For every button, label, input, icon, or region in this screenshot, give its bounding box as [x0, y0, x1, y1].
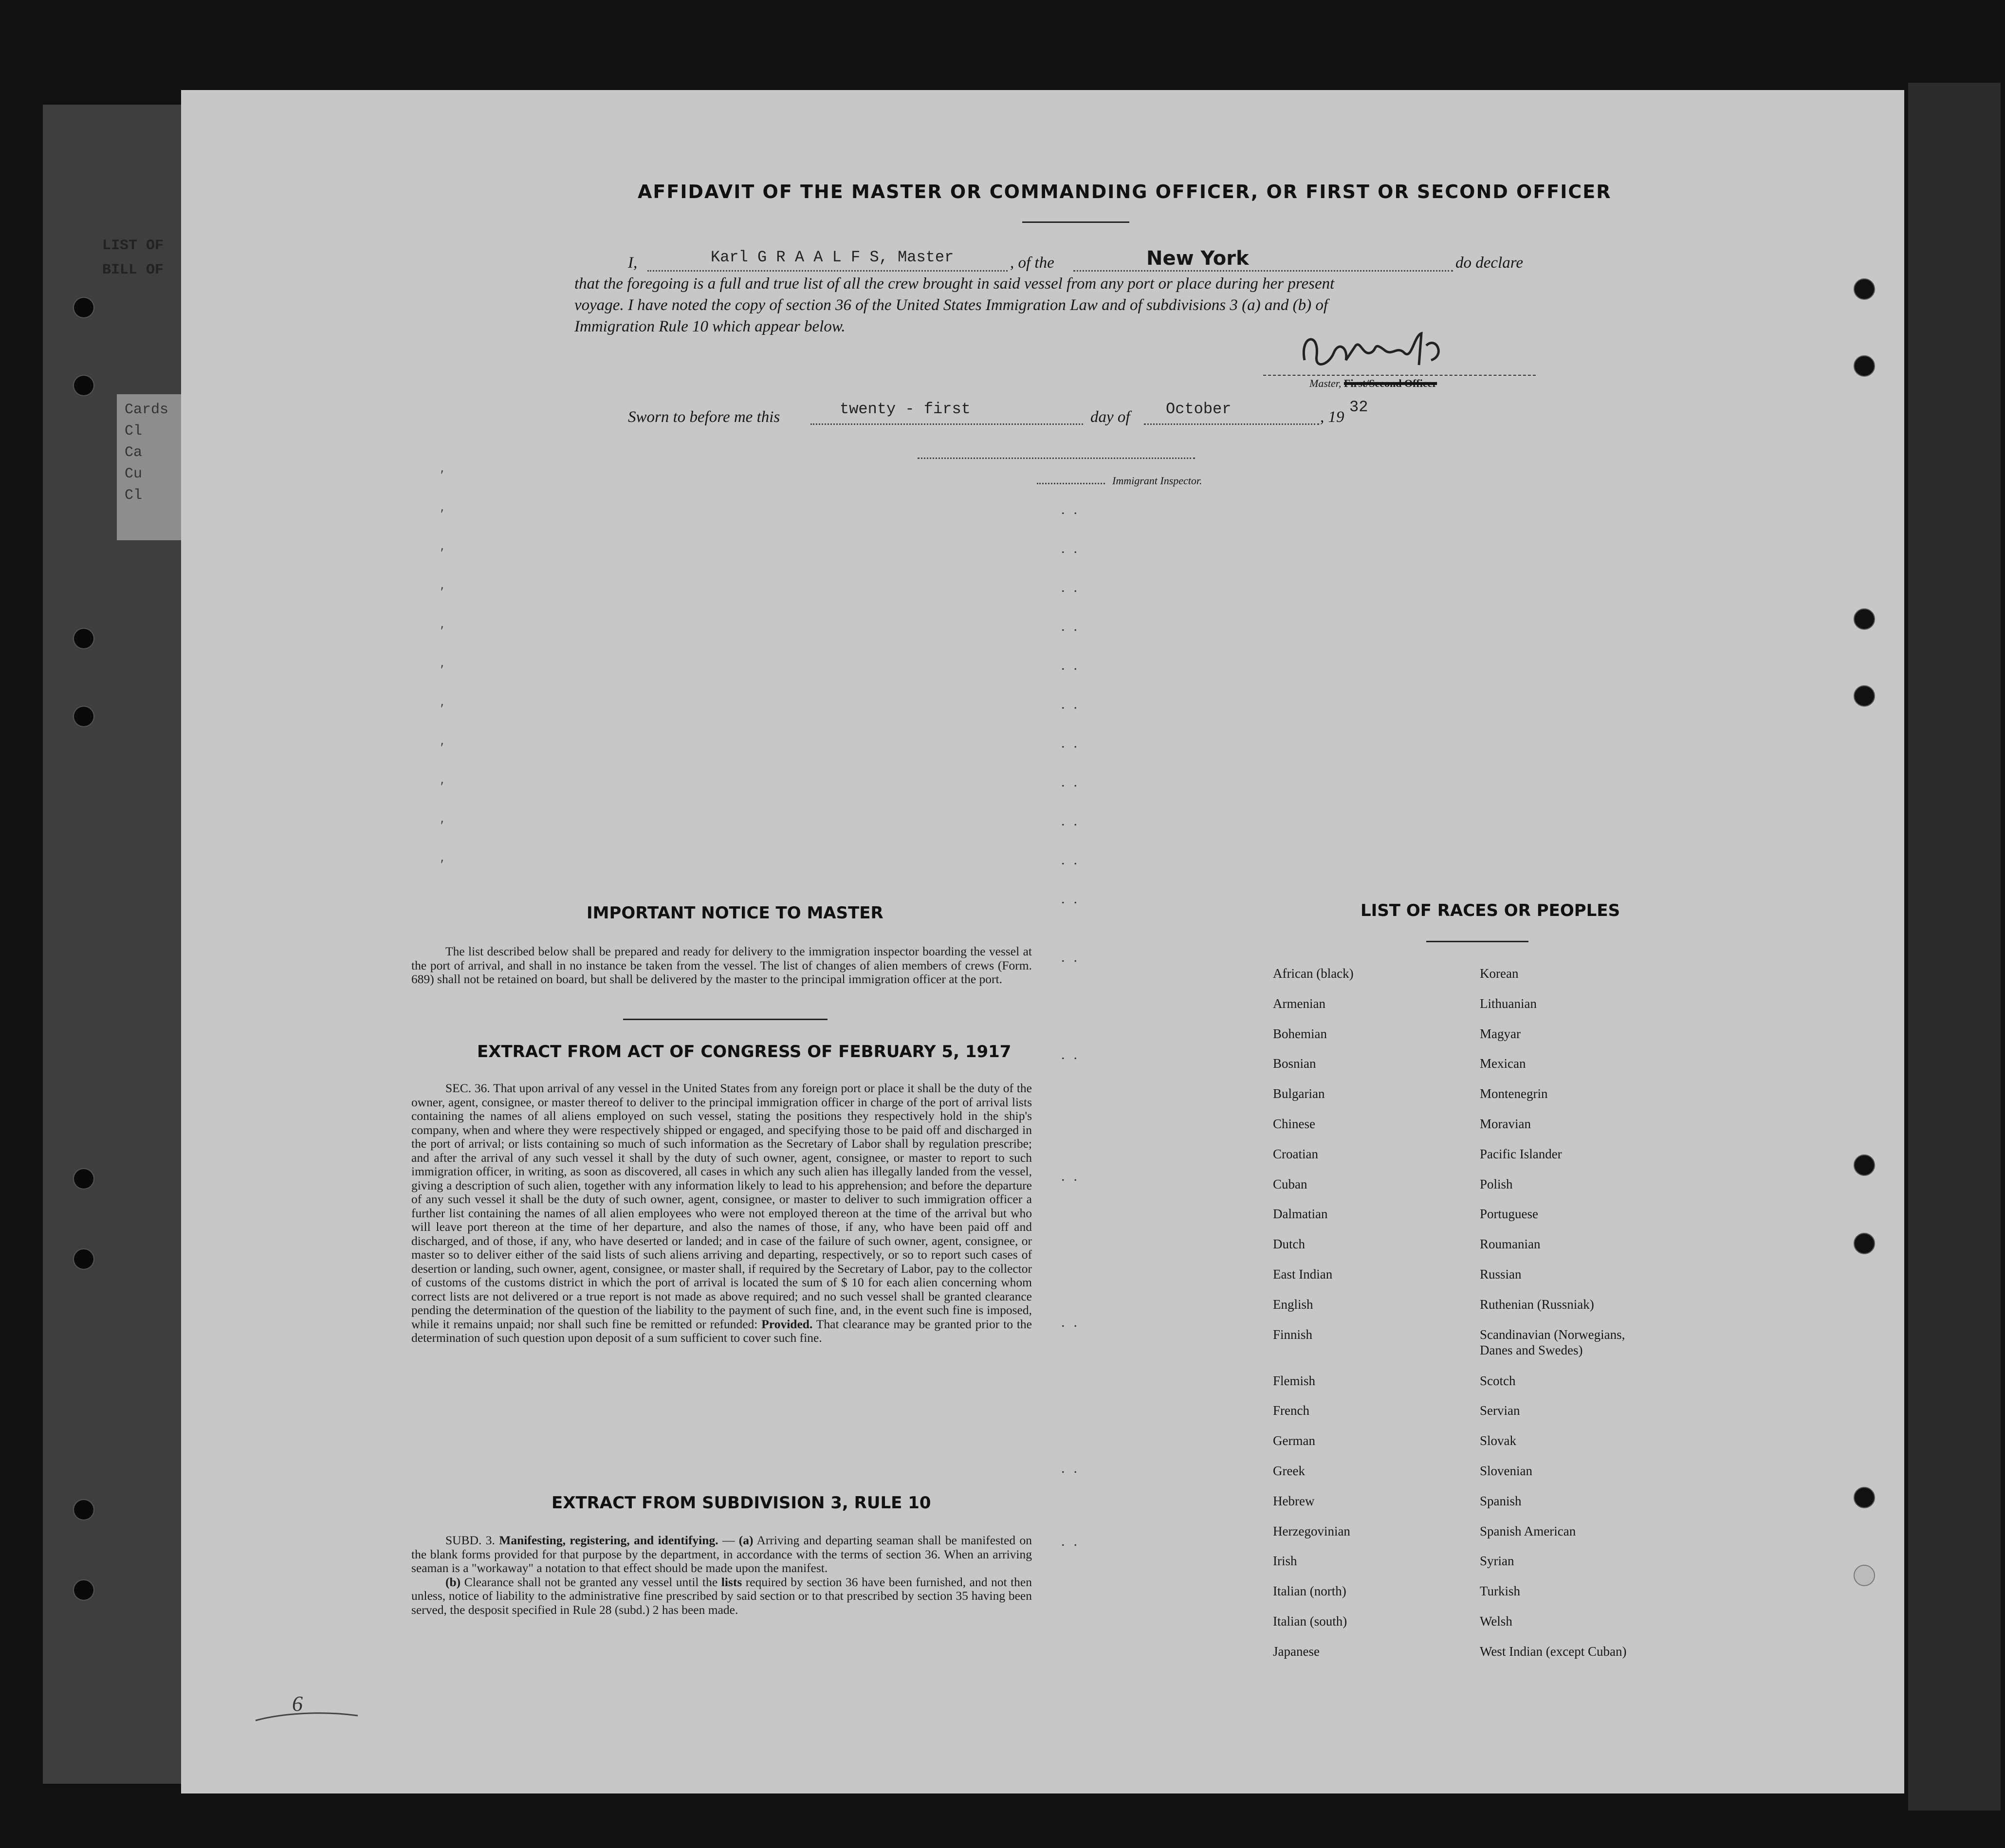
section-rule: [623, 1019, 828, 1020]
race-item: Korean: [1480, 966, 1519, 981]
dot-marks: ..: [1061, 891, 1086, 907]
b-text-1: Clearance shall not be granted any vessel until the: [464, 1574, 718, 1589]
race-item: Mexican: [1480, 1056, 1526, 1071]
a-text: Arriving and departing seaman shall be manifested on the blank forms provided for that purpose by the department, in accordance with the terms of section 36. When an arriving seaman is a "workaway" a notation to that effect should be made upon the manifest.: [411, 1533, 1032, 1575]
i-label: I,: [628, 254, 638, 272]
notice-text: The list described below shall be prepared and ready for delivery to the immigration inspector boarding the vessel at the port of arrival, and shall in no instance be taken from the vessel. The list of changes of alien members of crews (Form. 689) shall not be retained on board, but shall be delivered by the master to the principal immigration officer at the port.: [411, 944, 1032, 986]
index-tab-label: [125, 399, 178, 535]
race-item: Portuguese: [1480, 1207, 1538, 1222]
right-edge-shadow: [1908, 83, 2001, 1811]
dot-marks: ..: [1061, 1168, 1086, 1184]
race-item: West Indian (except Cuban): [1480, 1644, 1627, 1659]
race-item: Ruthenian (Russniak): [1480, 1297, 1594, 1312]
tab-line: Cl: [125, 423, 143, 439]
of-the-label: , of the: [1010, 254, 1054, 272]
month-line: [1144, 423, 1319, 425]
punch-hole: [1854, 1233, 1875, 1254]
a-label: (a): [738, 1533, 754, 1547]
tab-line: Cl: [125, 487, 143, 504]
page-mark-curve: [253, 1701, 360, 1730]
extract-rule-body: [411, 1534, 1032, 1617]
do-declare: do declare: [1455, 254, 1523, 272]
race-item: Servian: [1480, 1403, 1520, 1418]
dot-marks: ..: [1061, 1533, 1086, 1549]
race-item: Italian (north): [1273, 1584, 1346, 1599]
tab-line: Cu: [125, 466, 143, 482]
extract-act-title: EXTRACT FROM ACT OF CONGRESS OF FEBRUARY 5, 1917: [477, 1042, 1012, 1061]
punch-hole: [1854, 355, 1875, 377]
races-title: LIST OF RACES OR PEOPLES: [1361, 901, 1620, 920]
race-item: Slovak: [1480, 1433, 1517, 1448]
notice-body: [411, 945, 1032, 987]
race-item: Bosnian: [1273, 1056, 1316, 1071]
page-mark: 6: [292, 1692, 303, 1716]
race-item: Croatian: [1273, 1146, 1318, 1161]
binder-hole: [73, 706, 94, 727]
tick-mark: ′: [441, 740, 444, 756]
dot-marks: ..: [1061, 501, 1086, 517]
race-item: Hebrew: [1273, 1493, 1315, 1508]
title-rule: [1022, 221, 1129, 223]
b-text-2: required by section 36 have been furnished, and not then unless, notice of liability to the administrative fine prescribed by said section or to that prescribed by section 35 having been served, the desposit specified in Rule 28 (subd.) 2 has been made.: [411, 1574, 1032, 1617]
punch-hole: [1854, 608, 1875, 630]
day-of-label: day of: [1090, 408, 1130, 426]
race-item: Herzegovinian: [1273, 1523, 1350, 1538]
dot-marks: ..: [1061, 735, 1086, 751]
master-caption: [1309, 377, 1437, 390]
dot-marks: ..: [1061, 852, 1086, 868]
body-line: voyage. I have noted the copy of section 36 of the United States Immigration Law and of subdivisions 3 (a) and (b) of: [574, 296, 1328, 314]
race-item: Welsh: [1480, 1614, 1512, 1628]
tick-mark: ′: [441, 701, 444, 717]
extract-act-text: SEC. 36. That upon arrival of any vessel in the United States from any foreign port or place it shall be the duty of the owner, agent, consignee, or master thereof to deliver to the principal immigration officer in charge of the port of arrival lists containing the names of all aliens employed on such vessel, stating the positions they respectively hold in the ship's company, when and where they were respectively shipped or engaged, and specifying those to be paid off and discharged in the port of arrival; or lists containing so much of such information as the Secretary of Labor shall by regulation prescribe; and after the arrival of any such vessel it shall by the duty of such owner, agent, consignee, or master to report to such immigration officer, in writing, as soon as discovered, all cases in which any such alien has illegally landed from the vessel, giving a description of such alien, together with any information likely to lead to his apprehension; and before the departure of any such vessel it shall be the duty of such owner, agent, consignee, or master to deliver to such immigration officer a further list containing the names of all alien employees who were not employed thereon at the time of the arrival but who will leave port thereon at the time of her departure, and also the names of those, if any, who have been paid off and discharged, and of those, if any, who have deserted or landed; and in case of the failure of such owner, agent, consignee, or master so to deliver either of the said lists of such aliens arriving and departing, respectively, or so to report such cases of desertion or landing, such owner, agent, consignee, or master shall, if required by the Secretary of Labor, pay to the collector of customs of the customs district in which the port of arrival is located the sum of $ 10 for each alien concerning whom correct lists are not delivered or a true report is not made as above required; and no such vessel shall be granted clearance pending the determination of the question of the liability to the payment of such fine, and, in the event such fine is imposed, while it remains unpaid; nor shall such fine be remitted or refunded:: [411, 1081, 1032, 1331]
tick-mark: ′: [441, 467, 444, 483]
extract-rule-title: EXTRACT FROM SUBDIVISION 3, RULE 10: [552, 1493, 931, 1513]
race-item: Syrian: [1480, 1554, 1514, 1569]
race-item: Turkish: [1480, 1584, 1521, 1599]
race-item: Finnish: [1273, 1327, 1313, 1342]
master-label: Master,: [1309, 377, 1342, 389]
binder-strip: [43, 105, 189, 1784]
dash: —: [722, 1533, 735, 1547]
subd-heading: Manifesting, registering, and identifying.: [499, 1533, 718, 1547]
inspector-label: Immigrant Inspector.: [1112, 475, 1202, 487]
struck-text: First/Second Officer: [1343, 377, 1437, 389]
dot-marks: ..: [1061, 657, 1086, 673]
binder-stamp: [102, 234, 180, 287]
vessel-line: [1073, 270, 1453, 272]
tick-mark: ′: [441, 662, 444, 678]
dot-marks: ..: [1061, 618, 1086, 634]
extract-act-text-after: That clearance may be granted prior to the determination of such question upon deposit of a sum sufficient to cover such fine.: [411, 1317, 1032, 1345]
binder-hole: [73, 297, 94, 318]
stamp-line: LIST OF: [102, 238, 164, 254]
tick-mark: ′: [441, 857, 444, 873]
day-value: twenty - first: [840, 400, 971, 418]
punch-hole: [1854, 1154, 1875, 1176]
tick-mark: ′: [441, 506, 444, 522]
tab-line: Cards: [125, 402, 169, 418]
name-line: [647, 270, 1008, 272]
binder-hole: [73, 628, 94, 649]
month-value: October: [1166, 400, 1232, 418]
race-item: Roumanian: [1480, 1237, 1541, 1252]
race-item: Irish: [1273, 1554, 1297, 1569]
vessel-name: New York: [1146, 247, 1249, 270]
race-item: Cuban: [1273, 1176, 1307, 1191]
year-prefix: , 19: [1320, 408, 1344, 426]
dot-marks: ..: [1061, 540, 1086, 556]
race-item: Flemish: [1273, 1373, 1316, 1388]
tick-mark: ′: [441, 818, 444, 834]
b-lists: lists: [721, 1574, 742, 1589]
race-item: French: [1273, 1403, 1309, 1418]
race-item: Polish: [1480, 1176, 1513, 1191]
race-item: Dalmatian: [1273, 1207, 1328, 1222]
inspector-dots: [1037, 483, 1105, 484]
subd-a-paragraph: [411, 1534, 1032, 1575]
tick-mark: ′: [441, 584, 444, 600]
race-item: Lithuanian: [1480, 996, 1537, 1011]
stamp-line: BILL OF: [102, 262, 164, 278]
master-signature: [1290, 326, 1485, 380]
race-item: Spanish: [1480, 1493, 1522, 1508]
tick-mark: ′: [441, 623, 444, 639]
race-item: Spanish American: [1480, 1523, 1576, 1538]
race-item: Scandinavian (Norwegians,: [1480, 1327, 1625, 1342]
punch-hole: [1854, 1487, 1875, 1508]
dot-marks: ..: [1061, 1314, 1086, 1330]
binder-hole: [73, 375, 94, 396]
tick-mark: ′: [441, 545, 444, 561]
race-item: Chinese: [1273, 1116, 1315, 1131]
binder-hole: [73, 1168, 94, 1189]
tick-mark: ′: [441, 779, 444, 795]
punch-hole: [1854, 1565, 1875, 1586]
race-item: Greek: [1273, 1464, 1305, 1478]
dot-marks: ..: [1061, 579, 1086, 595]
race-item: Moravian: [1480, 1116, 1531, 1131]
race-item: Italian (south): [1273, 1614, 1347, 1628]
race-item: German: [1273, 1433, 1315, 1448]
binder-hole: [73, 1248, 94, 1270]
year-value: 32: [1349, 398, 1368, 416]
race-item: Japanese: [1273, 1644, 1320, 1659]
race-item: Scotch: [1480, 1373, 1516, 1388]
sworn-label: Sworn to before me this: [628, 408, 780, 426]
race-continuation: Danes and Swedes): [1480, 1342, 1583, 1357]
race-item: English: [1273, 1297, 1313, 1312]
master-name: Karl G R A A L F S, Master: [711, 248, 954, 266]
dot-marks: ..: [1061, 813, 1086, 829]
day-line: [810, 423, 1083, 425]
punch-hole: [1854, 685, 1875, 707]
race-item: Armenian: [1273, 996, 1325, 1011]
dot-marks: ..: [1061, 696, 1086, 712]
extract-act-paragraph: [411, 1081, 1032, 1345]
extract-act-body: [411, 1081, 1032, 1345]
race-item: African (black): [1273, 966, 1354, 981]
race-item: Magyar: [1480, 1026, 1521, 1041]
punch-hole: [1854, 278, 1875, 300]
subd-label: SUBD. 3.: [445, 1533, 495, 1547]
affidavit-title: AFFIDAVIT OF THE MASTER OR COMMANDING OFFICER, OR FIRST OR SECOND OFFICER: [638, 181, 1612, 202]
race-item: Bulgarian: [1273, 1086, 1325, 1101]
provided-label: Provided.: [761, 1317, 813, 1331]
race-item: Montenegrin: [1480, 1086, 1548, 1101]
tab-line: Ca: [125, 444, 143, 461]
binder-hole: [73, 1499, 94, 1520]
race-item: Slovenian: [1480, 1464, 1532, 1478]
race-item: Bohemian: [1273, 1026, 1327, 1041]
race-item: Dutch: [1273, 1237, 1305, 1252]
dot-marks: ..: [1061, 1046, 1086, 1062]
dot-marks: ..: [1061, 774, 1086, 790]
binder-hole: [73, 1579, 94, 1601]
body-line: that the foregoing is a full and true list of all the crew brought in said vessel from any port or place during her present: [574, 275, 1335, 293]
inspector-line: [918, 457, 1195, 459]
race-item: Russian: [1480, 1267, 1522, 1281]
notice-title: IMPORTANT NOTICE TO MASTER: [587, 903, 883, 923]
b-label: (b): [445, 1574, 461, 1589]
race-item: East Indian: [1273, 1267, 1333, 1281]
dot-marks: ..: [1061, 1460, 1086, 1476]
races-rule: [1426, 941, 1528, 942]
race-item: Pacific Islander: [1480, 1146, 1562, 1161]
dot-marks: ..: [1061, 949, 1086, 965]
body-line: Immigration Rule 10 which appear below.: [574, 318, 846, 335]
signature-line: [1263, 375, 1536, 376]
subd-b-paragraph: [411, 1575, 1032, 1617]
